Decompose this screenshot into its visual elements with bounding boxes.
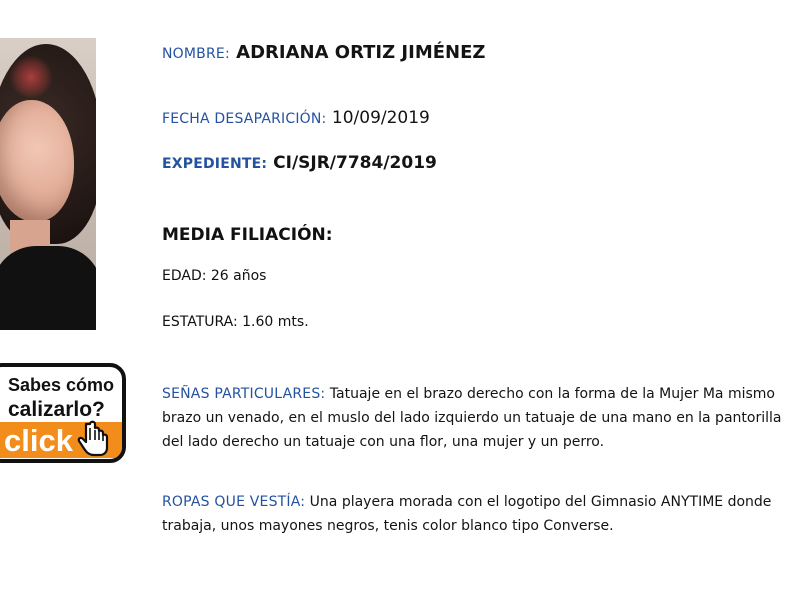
case-file-row: [162, 153, 437, 173]
disappearance-date-label: FECHA DESAPARICIÓN:: [162, 111, 327, 127]
locate-help-button[interactable]: [0, 363, 126, 463]
locate-button-line1: Sabes cómo: [8, 375, 115, 395]
disappearance-date-value: 10/09/2019: [331, 108, 430, 128]
distinguishing-marks-paragraph: [162, 382, 800, 457]
disappearance-date-row: [162, 108, 430, 128]
profile-photo: [0, 38, 96, 330]
distinguishing-marks-label: SEÑAS PARTICULARES:: [162, 386, 326, 402]
shirt-shape: [0, 246, 96, 330]
case-file-value: CI/SJR/7784/2019: [273, 153, 437, 173]
name-label: NOMBRE:: [162, 46, 230, 62]
height-text: ESTATURA: 1.60 mts.: [162, 314, 309, 330]
name-value: ADRIANA ORTIZ JIMÉNEZ: [236, 42, 486, 63]
case-file-label: EXPEDIENTE:: [162, 156, 268, 172]
clothing-text: Una playera morada con el logotipo del Gimnasio ANYTIME donde trabaja, unos mayones negros, tenis color blanco tipo Converse.: [162, 494, 772, 534]
click-label: click: [4, 423, 73, 458]
age-text: EDAD: 26 años: [162, 268, 267, 284]
clothing-label: ROPAS QUE VESTÍA:: [162, 494, 306, 510]
description-section-title: MEDIA FILIACIÓN:: [162, 225, 333, 245]
clothing-paragraph: [162, 490, 800, 541]
name-row: [162, 42, 485, 63]
locate-button-line2: calizarlo?: [8, 398, 105, 421]
hand-pointer-icon: [72, 420, 112, 460]
photo-glare: [8, 56, 54, 98]
distinguishing-marks-text: Tatuaje en el brazo derecho con la forma de la Mujer Ma mismo brazo un venado, en el muslo del lado izquierdo un tatuaje de una mano en la pantorilla del lado derecho un tatuaje con una flor, una mujer y un perro.: [162, 386, 782, 450]
